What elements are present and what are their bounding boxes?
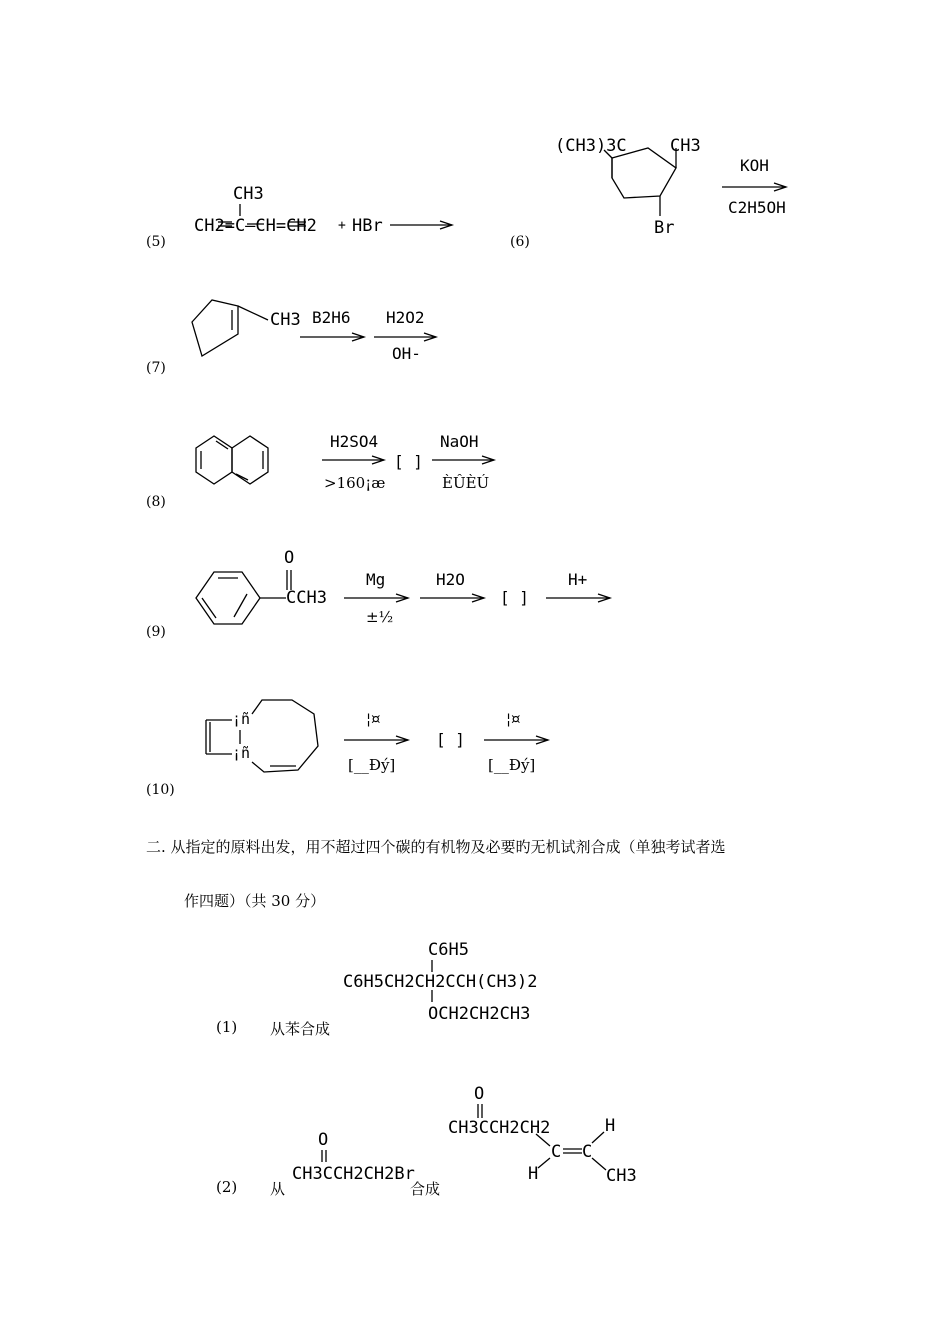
p10-reagent-2-bottom: [__Ðý] — [488, 756, 536, 774]
q1-target-main: C6H5CH2CH2CCH(CH3)2 — [343, 972, 538, 992]
p9-reagent-2: H2O — [436, 570, 465, 589]
q1-target-bottom: OCH2CH2CH3 — [428, 1004, 531, 1024]
q2-to: 合成 — [410, 1180, 441, 1198]
p10-label: (10) — [146, 782, 175, 798]
p10-bracket: [ ] — [436, 730, 465, 749]
p9-acyl: CCH3 — [286, 588, 327, 608]
q2-target-c2: C — [582, 1142, 593, 1162]
p9-carbonyl-o: O — [284, 548, 295, 568]
p8-bracket: [ ] — [394, 452, 423, 471]
p5-label: (5) — [146, 234, 166, 250]
p10-reagent-2-top: ¦¤ — [506, 710, 521, 728]
p7-reagent-2-top: H2O2 — [386, 308, 425, 327]
p6-methyl: CH3 — [670, 136, 701, 156]
p9-benzene-ring — [196, 572, 260, 624]
p7-reagent-1: B2H6 — [312, 308, 351, 327]
p10-reagent-1-bottom: [__Ðý] — [348, 756, 396, 774]
p8-reagent-2-top: NaOH — [440, 432, 479, 451]
p7-label: (7) — [146, 360, 166, 376]
q2-start: CH3CCH2CH2Br — [292, 1164, 415, 1184]
q2-target-o: O — [474, 1084, 485, 1104]
p6-reagent-top: KOH — [740, 156, 769, 175]
p9-reagent-1-top: Mg — [366, 570, 386, 589]
p7-reagent-2-bottom: OH- — [392, 344, 421, 363]
p10-ring-atom-top: ¡ñ — [232, 710, 251, 728]
q1-text: 从苯合成 — [270, 1020, 331, 1038]
q2-target-c1: C — [551, 1142, 562, 1162]
p6-tbutyl: (CH3)3C — [555, 136, 627, 156]
p10-reagent-1-top: ¦¤ — [366, 710, 381, 728]
q2-from: 从 — [270, 1180, 286, 1198]
p6-bromo: Br — [654, 218, 675, 238]
p6-label: (6) — [510, 234, 530, 250]
p5-plus: + — [338, 218, 346, 233]
p8-reagent-1-top: H2SO4 — [330, 432, 379, 451]
q2-target-h1: H — [605, 1116, 616, 1136]
q2-target-chain: CH3CCH2CH2 — [448, 1118, 551, 1138]
p9-label: (9) — [146, 624, 166, 640]
p9-reagent-3: H+ — [568, 570, 588, 589]
q2-target-methyl: CH3 — [606, 1166, 637, 1186]
q1-label: (1) — [216, 1018, 238, 1036]
p10-ring-atom-bottom: ¡ñ — [232, 744, 251, 762]
q1-target-top: C6H5 — [428, 940, 469, 960]
p5-substrate: CH2=C—CH=CH2 — [194, 216, 317, 236]
q2-start-o: O — [318, 1130, 329, 1150]
p5-methyl: CH3 — [233, 184, 264, 204]
p8-reagent-2-bottom: ÈÛÈÚ — [442, 474, 490, 492]
section-2-heading-line-2: 作四题）（共 30 分） — [184, 892, 326, 910]
p6-reagent-bottom: C2H5OH — [728, 198, 786, 217]
q2-target-h2: H — [528, 1164, 539, 1184]
p9-bracket: [ ] — [500, 588, 529, 607]
section-2-heading-line-1: 二. 从指定的原料出发，用不超过四个碳的有机物及必要旳无机试剂合成（单独考试者选 — [146, 838, 726, 856]
p9-reagent-1-bottom: ±½ — [366, 608, 394, 626]
p5-reagent: HBr — [352, 216, 383, 236]
p7-cyclopentene-ring — [192, 300, 238, 356]
q2-label: (2) — [216, 1178, 238, 1196]
p8-label: (8) — [146, 494, 166, 510]
p10-cyclooctadiene-ring — [252, 700, 318, 772]
p8-reagent-1-bottom: >160¡æ — [324, 474, 386, 492]
p7-methyl: CH3 — [270, 310, 301, 330]
